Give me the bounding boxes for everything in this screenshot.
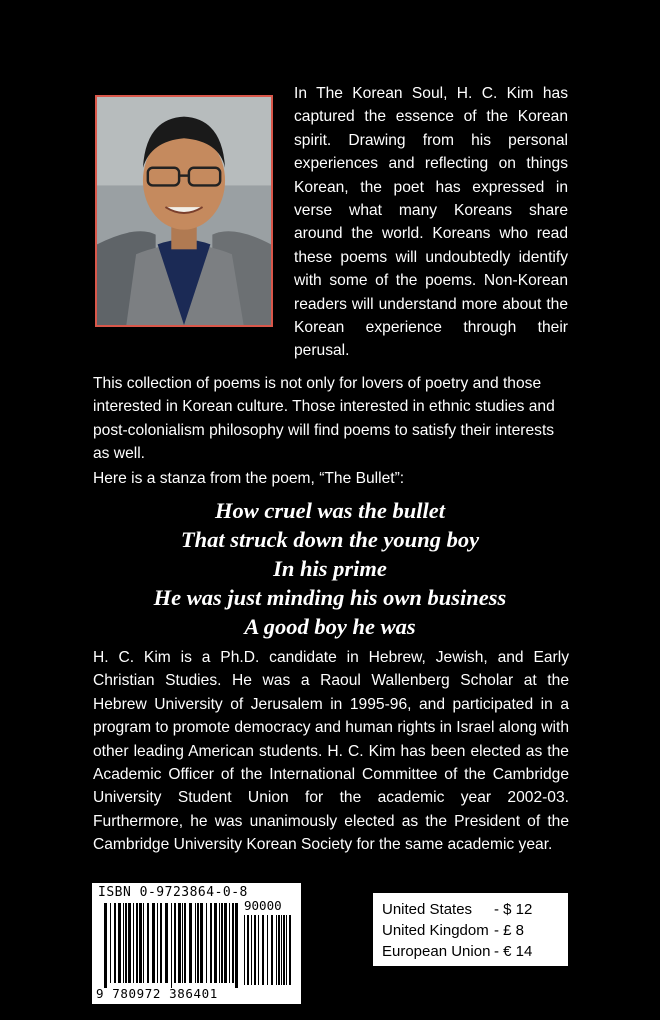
barcode-bar <box>189 903 192 983</box>
barcode-bar <box>125 903 127 983</box>
barcode-bar <box>254 915 256 985</box>
barcode-bar <box>276 915 277 985</box>
price-row <box>382 920 560 941</box>
barcode-bar <box>200 903 203 983</box>
barcode-bar <box>184 903 186 983</box>
author-photo <box>95 95 273 327</box>
stanza-line: In his prime <box>273 556 387 581</box>
isbn-number: ISBN 0-9723864-0-8 <box>98 885 248 900</box>
price-row <box>382 899 560 920</box>
barcode-bar <box>128 903 131 983</box>
barcode-bar <box>232 903 234 983</box>
barcode-bar <box>247 915 249 985</box>
barcode-bar <box>143 903 144 983</box>
barcode-bar <box>139 903 142 983</box>
price-amount: - € 14 <box>494 943 533 960</box>
barcode-bar <box>224 903 227 983</box>
barcode-bar <box>147 903 149 983</box>
ean-number: 9 780972 386401 <box>96 986 218 1001</box>
barcode-bar <box>123 903 124 983</box>
barcode-bar <box>281 915 282 985</box>
book-description: In The Korean Soul, H. C. Kim has captured the essence of the Korean spirit. Drawing from his personal experiences and reflecting on things Korean, the poet has expressed in verse what many Koreans share around the world. Koreans who read these poems will undoubtedly identify with some of the poems. Non-Korean readers will understand more about the Korean experience through their perusal. <box>294 85 568 360</box>
price-row <box>382 941 560 962</box>
barcode-bar <box>244 915 245 985</box>
barcode-bar <box>104 903 107 988</box>
barcode-bar <box>178 903 181 983</box>
barcode-bar <box>229 903 230 983</box>
stanza-line: That struck down the young boy <box>180 527 480 552</box>
stanza-line: He was just minding his own business <box>153 585 507 610</box>
barcode-bar <box>195 903 196 983</box>
barcode-bar <box>157 903 158 983</box>
price-region: United Kingdom <box>382 922 489 939</box>
barcode-bar <box>136 903 138 983</box>
author-bio: H. C. Kim is a Ph.D. candidate in Hebrew, Jewish, and Early Christian Studies. He was a Raoul Wallenberg Scholar at the Hebrew University of Jerusalem in 1995-96, and participated in a program to promote democracy and human rights in Israel along with other leading American students. H. C. Kim has been elected as the Academic Officer of the International Committee of the Cambridge University Student Union for the academic year 2002-03. Furthermore, he was unanimously elected as the President of the Cambridge University Korean Society for the same academic year. <box>93 649 569 854</box>
price-amount: - $ 12 <box>494 901 533 918</box>
barcode-bar <box>197 903 199 983</box>
barcode-bar <box>160 903 162 983</box>
barcode-addon: 90000 <box>244 898 282 913</box>
isbn-barcode <box>92 883 301 1004</box>
barcode-bar <box>174 903 176 983</box>
collection-paragraph: This collection of poems is not only for lovers of poetry and those interested in Korean culture. Those interested in ethnic studies and post-colonialism philosophy will find poems to satisfy their interests as well. <box>93 375 555 463</box>
barcode-bar <box>289 915 291 985</box>
price-box <box>373 893 568 966</box>
barcode-bar <box>235 903 238 988</box>
barcode-bar <box>271 915 273 985</box>
barcode-bar <box>165 903 168 983</box>
barcode-bar <box>118 903 121 983</box>
barcode-bar <box>171 903 172 988</box>
barcode-bar <box>258 915 259 985</box>
poem-stanza <box>60 496 600 641</box>
barcode-bar <box>133 903 134 983</box>
stanza-line: How cruel was the bullet <box>214 498 446 523</box>
author-portrait-image <box>97 97 271 325</box>
stanza-intro: Here is a stanza from the poem, “The Bullet”: <box>93 470 405 487</box>
barcode-bar <box>262 915 264 985</box>
barcode-bar <box>219 903 220 983</box>
barcode-bar <box>182 903 183 983</box>
barcode-bar <box>251 915 252 985</box>
price-amount: - £ 8 <box>494 922 525 939</box>
barcode-bar <box>283 915 285 985</box>
barcode-bar <box>267 915 268 985</box>
barcode-bar <box>206 903 207 983</box>
barcode-bar <box>110 903 111 983</box>
price-region: European Union <box>382 943 491 960</box>
stanza-line: A good boy he was <box>244 614 416 639</box>
barcode-bar <box>152 903 155 983</box>
barcode-bar <box>114 903 116 983</box>
barcode-bar <box>286 915 287 985</box>
price-region: United States <box>382 901 473 918</box>
barcode-bar <box>278 915 280 985</box>
barcode-bar <box>221 903 223 983</box>
barcode-bar <box>214 903 217 983</box>
barcode-bar <box>210 903 212 983</box>
